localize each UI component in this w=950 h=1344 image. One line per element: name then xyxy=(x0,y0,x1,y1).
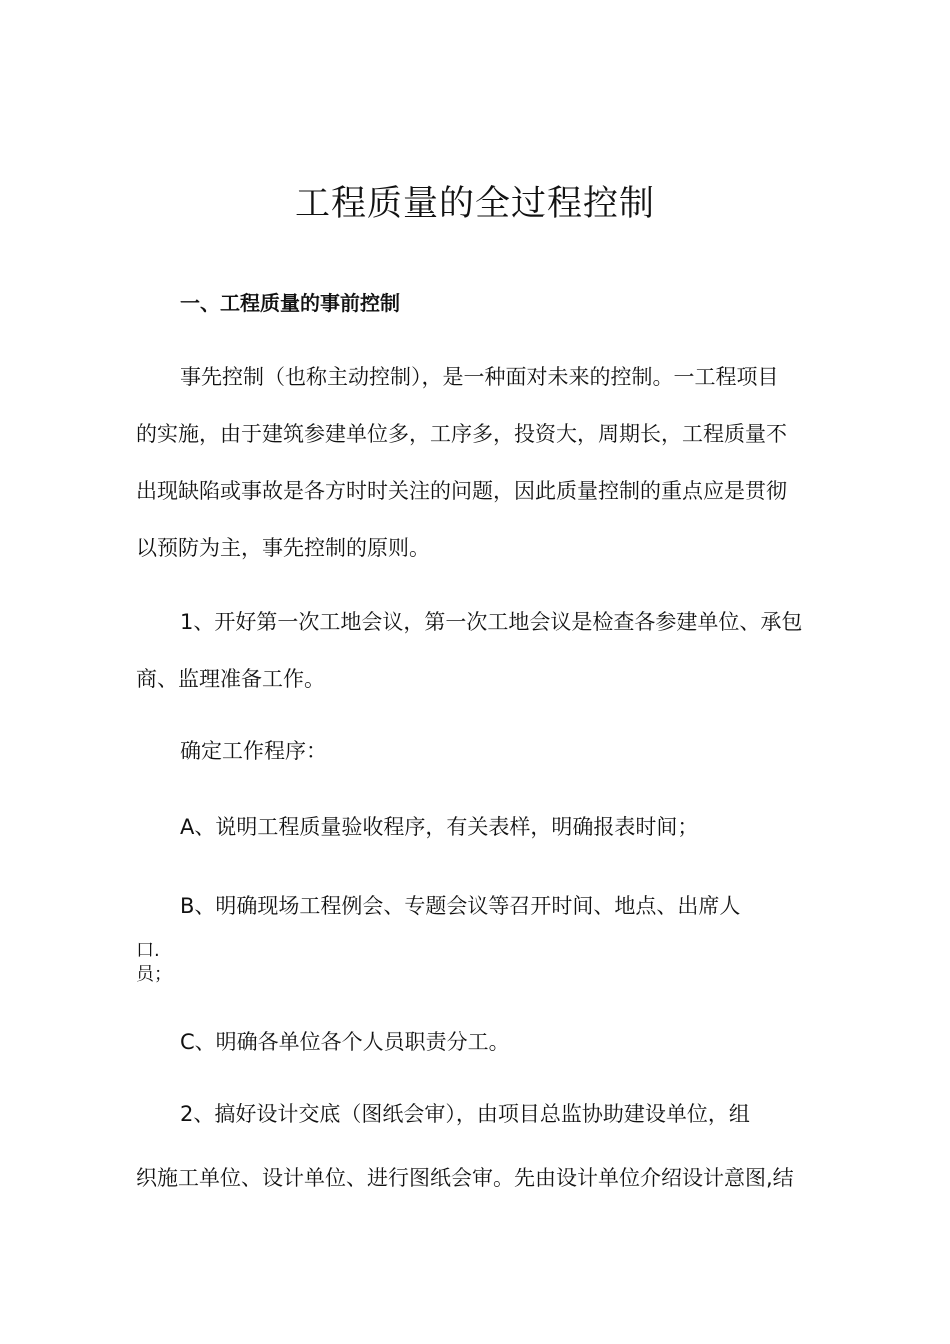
list-item-a: A、说明工程质量验收程序，有关表样，明确报表时间； xyxy=(180,815,699,839)
list-item-line: 1、开好第一次工地会议，第一次工地会议是检查各参建单位、承包 xyxy=(180,610,803,634)
paragraph-line: 以预防为主，事先控制的原则。 xyxy=(136,536,430,560)
section-heading: 一、工程质量的事前控制 xyxy=(180,291,400,315)
list-item-line: 2、搞好设计交底（图纸会审），由项目总监协助建设单位，组 xyxy=(180,1102,750,1126)
list-item-b-fragment: 口. xyxy=(136,940,160,961)
procedure-label: 确定工作程序： xyxy=(180,739,327,763)
list-item-b-fragment: 员； xyxy=(136,964,172,985)
paragraph-line: 出现缺陷或事故是各方时时关注的问题，因此质量控制的重点应是贯彻 xyxy=(136,479,787,503)
document-title: 工程质量的全过程控制 xyxy=(294,184,655,224)
list-item-line: 商、监理准备工作。 xyxy=(136,667,325,691)
paragraph-line: 事先控制（也称主动控制），是一种面对未来的控制。一工程项目 xyxy=(180,365,779,389)
list-item-line: 织施工单位、设计单位、进行图纸会审。先由设计单位介绍设计意图,结 xyxy=(136,1166,794,1190)
paragraph-line: 的实施，由于建筑参建单位多，工序多，投资大，周期长，工程质量不 xyxy=(136,422,787,446)
list-item-b-line: B、明确现场工程例会、专题会议等召开时间、地点、出席人 xyxy=(180,894,741,918)
list-item-c: C、明确各单位各个人员职责分工。 xyxy=(180,1030,510,1054)
